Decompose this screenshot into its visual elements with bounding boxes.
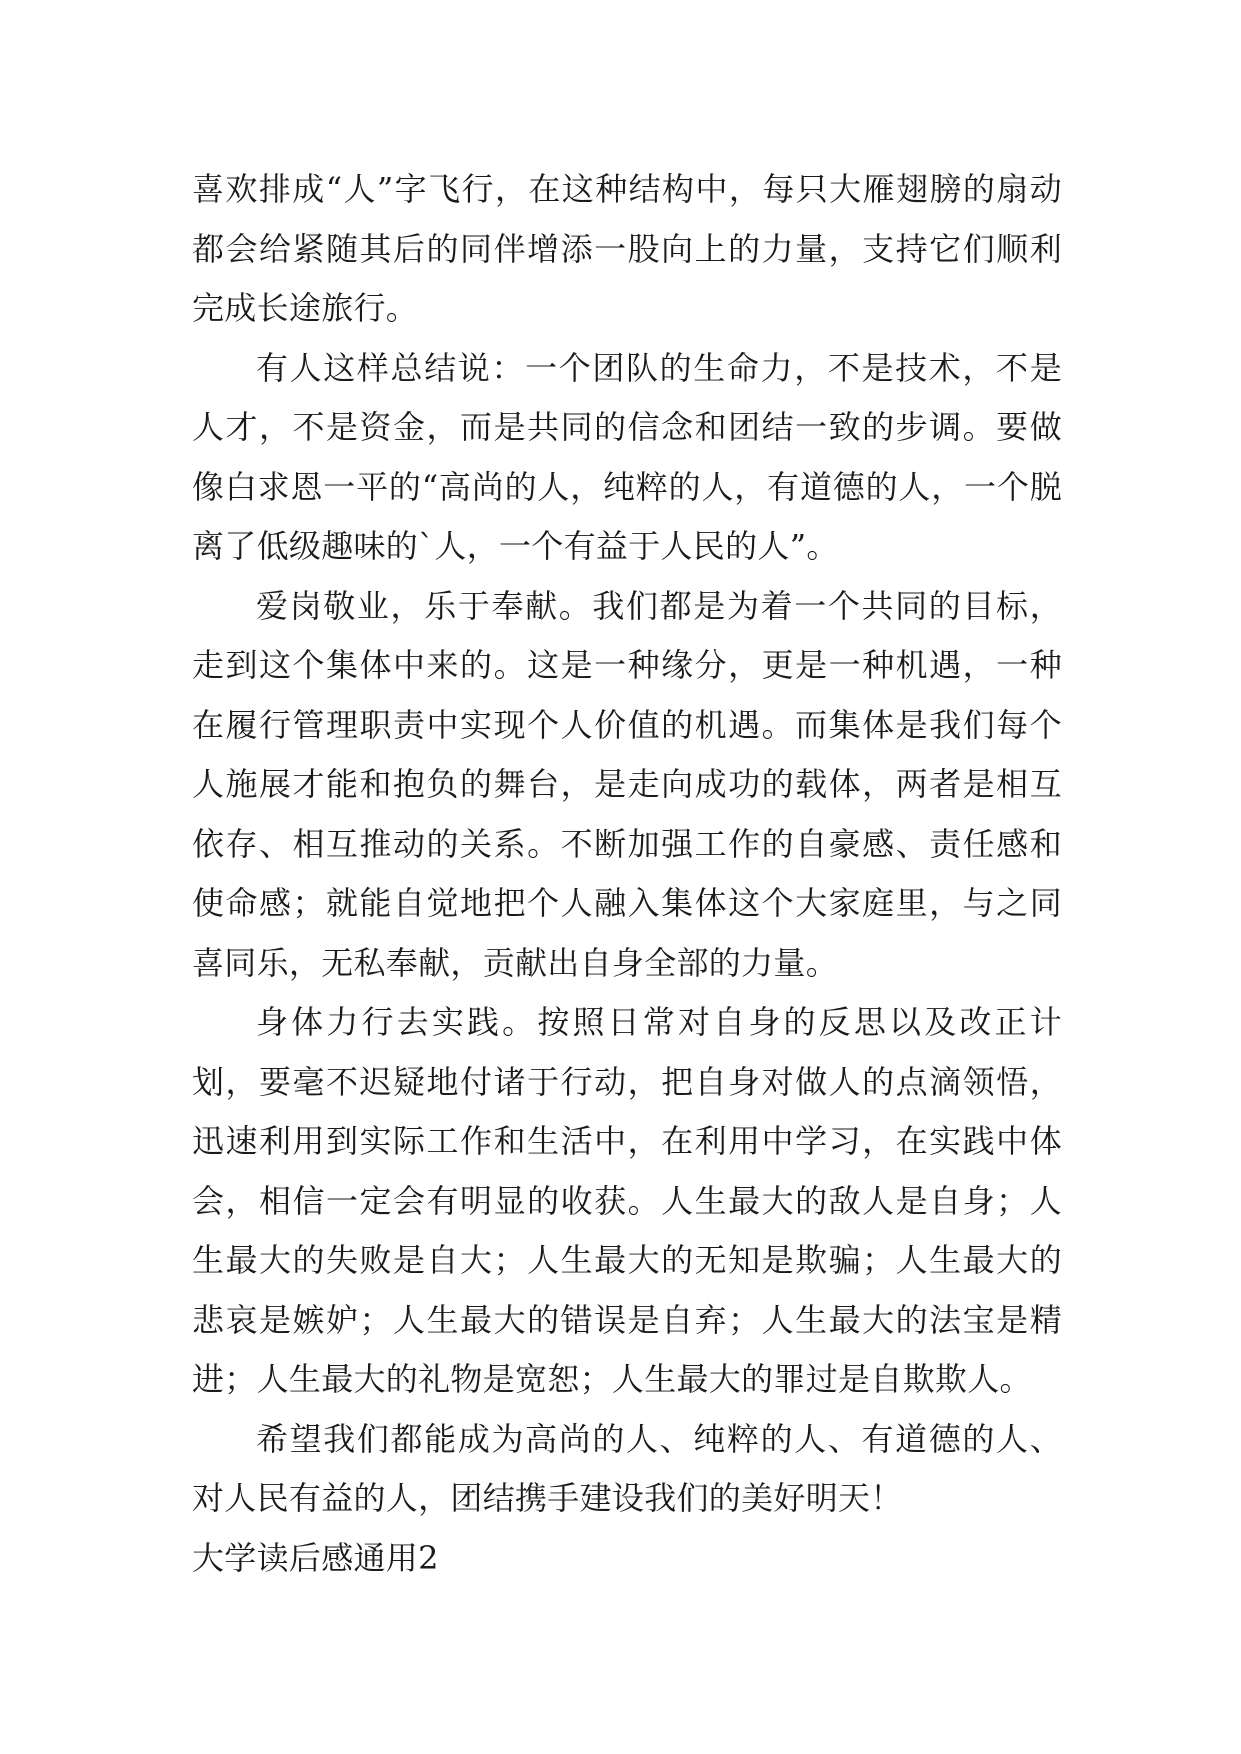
paragraph-dedication: 爱岗敬业，乐于奉献。我们都是为着一个共同的目标，走到这个集体中来的。这是一种缘分，更是一种机遇，一种在履行管理职责中实现个人价值的机遇。而集体是我们每个人施展才能和抱负的舞台，是走向成功的载体，两者是相互依存、相互推动的关系。不断加强工作的自豪感、责任感和使命感；就能自觉地把个人融入集体这个大家庭里，与之同喜同乐，无私奉献，贡献出自身全部的力量。 — [192, 586, 1062, 982]
paragraph-hope: 希望我们都能成为高尚的人、纯粹的人、有道德的人、对人民有益的人，团结携手建设我们的美好明天！ — [192, 1419, 1062, 1517]
paragraph-geese-flight: 喜欢排成“人”字飞行，在这种结构中，每只大雁翅膀的扇动都会给紧随其后的同伴增添一股向上的力量，支持它们顺利完成长途旅行。 — [192, 170, 1062, 327]
paragraph-practice: 身体力行去实践。按照日常对自身的反思以及改正计划，要毫不迟疑地付诸于行动，把自身对做人的点滴领悟，迅速利用到实际工作和生活中，在利用中学习，在实践中体会，相信一定会有明显的收获。人生最大的敌人是自身；人生最大的失败是自大；人生最大的无知是欺骗；人生最大的悲哀是嫉妒；人生最大的错误是自弃；人生最大的法宝是精进；人生最大的礼物是宽恕；人生最大的罪过是自欺欺人。 — [192, 1003, 1062, 1398]
document-body — [192, 160, 1062, 1588]
paragraph-team-vitality: 有人这样总结说：一个团队的生命力，不是技术，不是人才，不是资金，而是共同的信念和团结一致的步调。要做像白求恩一平的“高尚的人，纯粹的人，有道德的人，一个脱离了低级趣味的`人，一个有益于人民的人”。 — [192, 348, 1062, 565]
section-heading: 大学读后感通用2 — [192, 1538, 439, 1577]
